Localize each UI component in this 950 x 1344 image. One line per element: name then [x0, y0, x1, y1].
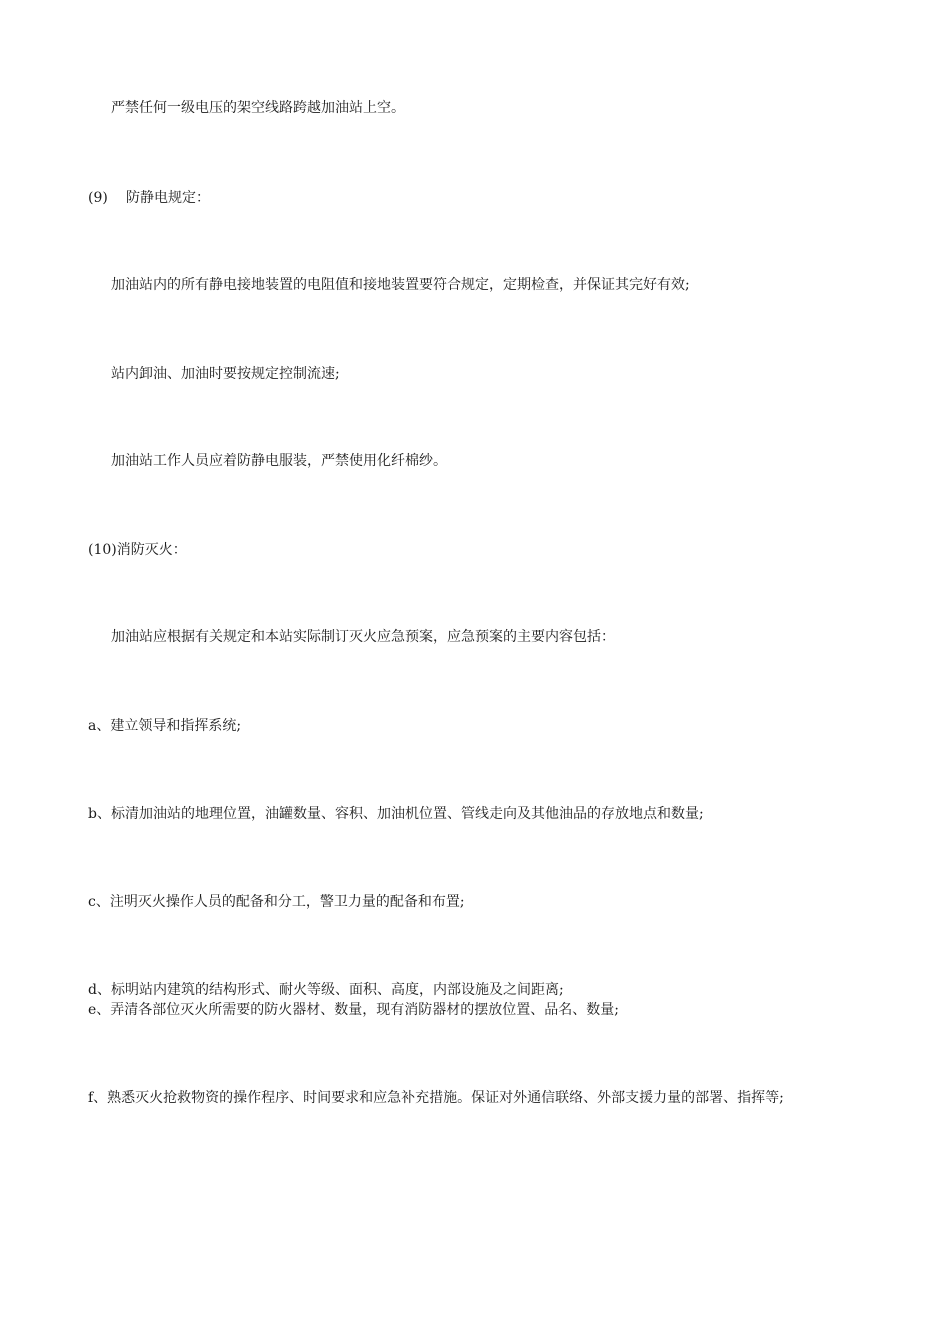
list-item-b: b、标清加油站的地理位置，油罐数量、容积、加油机位置、管线走向及其他油品的存放地点和数量;	[88, 806, 704, 822]
section-9-heading	[88, 188, 210, 208]
paragraph-antistatic-clothing: 加油站工作人员应着防静电服装，严禁使用化纤棉纱。	[111, 453, 447, 469]
list-item-e: e、弄清各部位灭火所需要的防火器材、数量，现有消防器材的摆放位置、品名、数量;	[88, 1002, 619, 1018]
list-item-c: c、注明灭火操作人员的配备和分工，警卫力量的配备和布置;	[88, 894, 465, 910]
paragraph-overhead-lines: 严禁任何一级电压的架空线路跨越加油站上空。	[111, 100, 405, 116]
list-item-f: f、熟悉灭火抢救物资的操作程序、时间要求和应急补充措施。保证对外通信联络、外部支援力量的部署、指挥等;	[88, 1090, 784, 1106]
section-9-number: (9)	[88, 190, 108, 206]
paragraph-flow-rate: 站内卸油、加油时要按规定控制流速;	[111, 366, 340, 382]
section-10-heading: (10)消防灭火：	[88, 542, 187, 558]
list-item-d: d、标明站内建筑的结构形式、耐火等级、面积、高度，内部设施及之间距离;	[88, 982, 564, 998]
paragraph-emergency-plan: 加油站应根据有关规定和本站实际制订灭火应急预案，应急预案的主要内容包括：	[111, 629, 615, 645]
list-item-a: a、建立领导和指挥系统;	[88, 718, 242, 734]
section-9-title: 防静电规定：	[126, 190, 210, 206]
paragraph-grounding: 加油站内的所有静电接地装置的电阻值和接地装置要符合规定，定期检查，并保证其完好有效;	[111, 277, 690, 293]
